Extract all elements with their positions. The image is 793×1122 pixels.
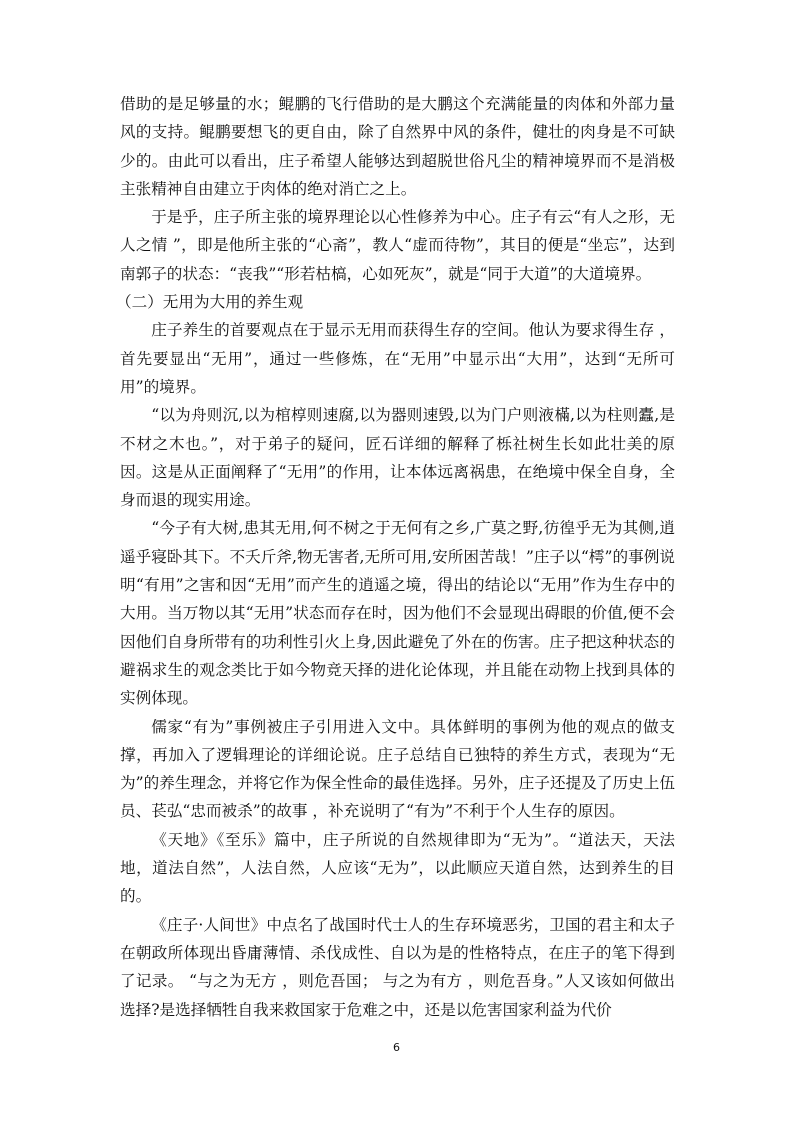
section-heading: （二）无用为大用的养生观 (116, 293, 304, 312)
paragraph: 借助的是足够量的水；鲲鹏的飞行借助的是大鹏这个充满能量的肉体和外部力量风的支持。鲲鹏要想飞的更自由，除了自然界中风的条件，健壮的肉身是不可缺少的。由此可以看出，庄子希望人能够达到超脱世俗凡尘的精神境界而不是消极主张精神自由建立于肉体的绝对消亡之上。 (120, 95, 675, 198)
paragraph: 《庄子·人间世》中点名了战国时代士人的生存环境恶劣，卫国的君主和太子在朝政所体现出昏庸薄情、杀伐成性、自以为是的性格特点，在庄子的笔下得到了记录。 “与之为无方 ，则危吾国； 与之为有方 ，则危吾身。”人又该如何做出选择?是选择牺牲自我来救国家于危难之中，还是以危害国家利益为代价 (120, 915, 675, 1019)
paragraph: 儒家“有为”事例被庄子引用进入文中。具体鲜明的事例为他的观点的做支撑，再加入了逻辑理论的详细论说。庄子总结自已独特的养生方式，表现为“无为”的养生理念，并将它作为保全性命的最佳选择。另外，庄子还提及了历史上伍员、苌弘“忠而被杀”的故事 ，补充说明了“有为”不利于个人生存的原因。 (120, 717, 675, 821)
paragraph: “今子有大树,患其无用,何不树之于无何有之乡,广莫之野,彷徨乎无为其侧,逍遥乎寝卧其下。不夭斤斧,物无害者,无所可用,安所困苦哉！”庄子以“樗”的事例说明“有用”之害和因“无用”而产生的逍遥之境，得出的结论以“无用”作为生存中的大用。当万物以其“无用”状态而存在时，因为他们不会显现出碍眼的价值,便不会因他们自身所带有的功利性引火上身,因此避免了外在的伤害。庄子把这种状态的避祸求生的观念类比于如今物竞天择的进化论体现，并且能在动物上找到具体的实例体现。 (120, 519, 675, 708)
body-text (116, 90, 675, 1024)
paragraph: 于是乎，庄子所主张的境界理论以心性修养为中心。庄子有云“有人之形，无人之情 ”，即是他所主张的“心斋”，教人“虚而待物”，其目的便是“坐忘”，达到南郭子的状态：“丧我”“形若枯槁，心如死灰”，就是“同于大道”的大道境界。 (120, 208, 675, 283)
paragraph: 《天地》《至乐》篇中，庄子所说的自然规律即为“无为”。“道法天，天法地，道法自然”，人法自然，人应该“无为”，以此顺应天道自然，达到养生的目的。 (120, 830, 675, 906)
paragraph: “以为舟则沉,以为棺椁则速腐,以为器则速毁,以为门户则液樠,以为柱则蠹,是不材之木也。”，对于弟子的疑问，匠石详细的解释了栎社树生长如此壮美的原因。这是从正面阐释了“无用”的作用，让本体远离祸患，在绝境中保全自身，全身而退的现实用途。 (120, 406, 675, 510)
paragraph: 庄子养生的首要观点在于显示无用而获得生存的空间。他认为要求得生存 ，首先要显出“无用”，通过一些修炼，在“无用”中显示出“大用”，达到“无所可用”的境界。 (120, 321, 675, 396)
page-number: 6 (393, 1041, 400, 1054)
